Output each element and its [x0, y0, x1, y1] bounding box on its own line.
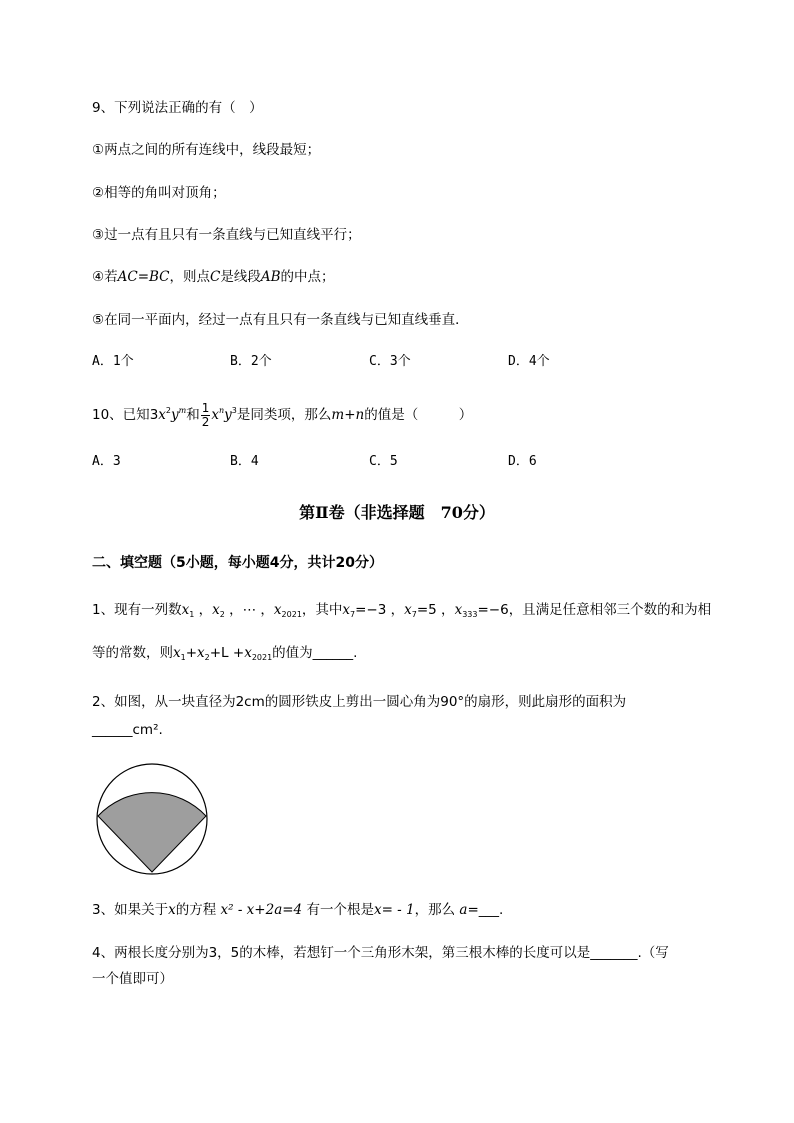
sector-shape: [98, 793, 206, 872]
q10-option-b[interactable]: B．4: [230, 454, 259, 469]
q9-option-c[interactable]: C．3个: [369, 354, 411, 369]
fill-2-line-2: ______cm².: [92, 722, 163, 738]
q10-option-c[interactable]: C．5: [369, 454, 398, 469]
fill-4-line-1: 4、两根长度分别为3，5的木棒，若想钉一个三角形木架，第三根木棒的长度可以是_______.（写: [92, 945, 669, 961]
q9-option-a[interactable]: A．1个: [92, 354, 134, 369]
q9-statement-4: ④若AC=BC，则点C是线段AB的中点；: [92, 269, 335, 285]
q9-statement-3: ③过一点有且只有一条直线与已知直线平行；: [92, 227, 361, 243]
fill-3-line: 3、如果关于x的方程 x² - x+2a=4 有一个根是x= - 1，那么 a=___.: [92, 902, 504, 918]
fill-1-line-1: 1、现有一列数$x_1$ ，$x_2$ ，⋯ ，$x_{2021}$，其中$x_7=-3$ ，$x_7=5$ ，$x_{333}=-6$，且满足任意相邻三个数的和为相: [92, 602, 712, 619]
q10-option-d[interactable]: D．6: [508, 454, 537, 469]
q9-stem: 9、下列说法正确的有（ ）: [92, 100, 263, 116]
part-two-title: 第Ⅱ卷（非选择题 70分）: [299, 503, 495, 522]
q10-stem: 10、已知$3x^2y^m$和 $\frac{1}{2}$ $x^ny^3$是同类项，那么m+n的值是（ ）: [92, 400, 473, 429]
q9-statement-2: ②相等的角叫对顶角；: [92, 185, 226, 201]
q9-option-d[interactable]: D．4个: [508, 354, 550, 369]
q9-statement-1: ①两点之间的所有连线中，线段最短；: [92, 142, 321, 158]
fill-2-line-1: 2、如图，从一块直径为2cm的圆形铁皮上剪出一圆心角为90°的扇形，则此扇形的面积为: [92, 694, 627, 710]
fill-1-line-2: 等的常数，则$x_1+x_2+L +x_{2021}$的值为______.: [92, 645, 358, 662]
q9-statement-5: ⑤在同一平面内，经过一点有且只有一条直线与已知直线垂直．: [92, 312, 469, 328]
circle-sector-figure: [94, 762, 212, 882]
math-ac-bc: AC=BC: [117, 269, 170, 285]
fill-4-line-2: 一个值即可）: [92, 971, 173, 987]
q9-option-b[interactable]: B．2个: [230, 354, 272, 369]
fraction-one-half: $\frac{1}{2}$: [201, 400, 210, 429]
q10-option-a[interactable]: A．3: [92, 454, 121, 469]
fill-in-section-heading: 二、填空题（5小题，每小题4分，共计20分）: [92, 555, 383, 571]
